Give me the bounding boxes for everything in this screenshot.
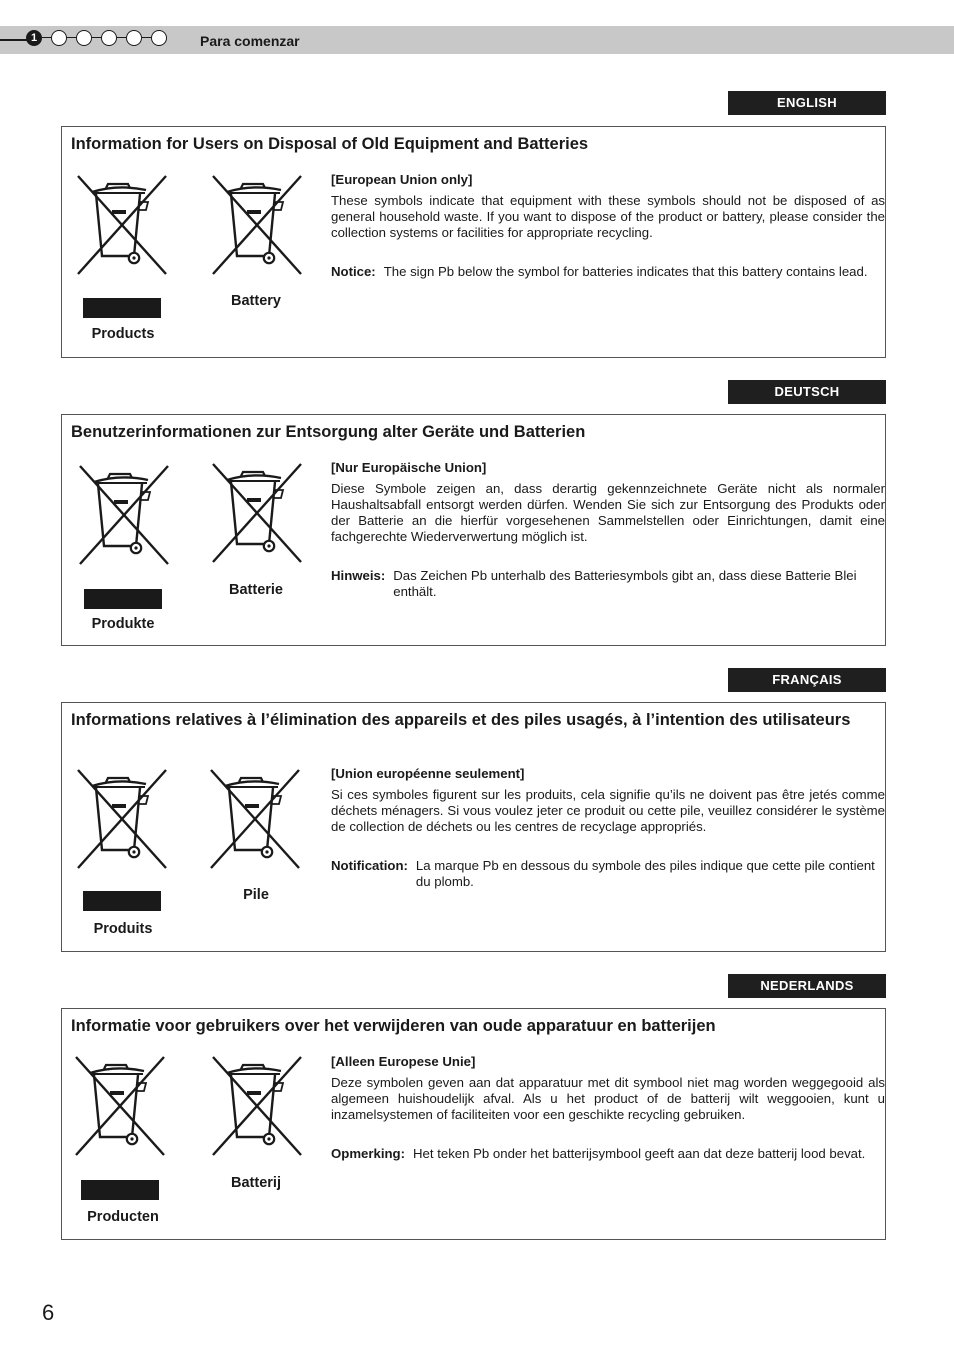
step-circle-2 — [51, 30, 67, 46]
notice-row — [331, 568, 885, 600]
crossed-bin-products-icon — [70, 1055, 170, 1159]
notice-text: Das Zeichen Pb unterhalb des Batteriesymbols gibt an, dass diese Batterie Blei enthält. — [393, 568, 857, 599]
body-paragraph: Si ces symboles figurent sur les produits, cela signifie qu’ils ne doivent pas être jetés comme déchets ménagers. Si vous voulez jeter ce produit ou cette pile, veuillez considérer le système de collection de déchets ou les centres de recyclage appropriés. — [331, 787, 885, 834]
products-label: Products — [91, 326, 155, 342]
language-tab-english: ENGLISH — [728, 91, 886, 115]
battery-label: Pile — [243, 887, 269, 903]
section-text — [331, 766, 885, 890]
section-heading: Informatie voor gebruikers over het verwijderen van oude apparatuur en batterijen — [71, 1017, 716, 1035]
products-label: Produkte — [91, 616, 155, 632]
crossed-bin-products-icon — [74, 464, 174, 568]
section-text — [331, 460, 885, 600]
disposal-notice-nederlands — [61, 1008, 886, 1240]
notice-label: Notification: — [331, 858, 408, 873]
section-text — [331, 1054, 885, 1162]
disposal-notice-deutsch — [61, 414, 886, 646]
body-paragraph: Deze symbolen geven aan dat apparatuur met dit symbool niet mag worden weggegooid als algemeen huishoudelijk afval. Als u het product of de batterij wilt weggooien, kunt u inzamelsystemen of faciliteiten voor een geschikte recycling gebruiken. — [331, 1075, 885, 1122]
region-subhead: [Union européenne seulement] — [331, 766, 525, 781]
chapter-header-bar — [0, 26, 954, 54]
section-text — [331, 172, 885, 280]
language-tab-nederlands: NEDERLANDS — [728, 974, 886, 998]
step-circle-1: 1 — [26, 30, 42, 46]
body-paragraph: These symbols indicate that equipment with these symbols should not be disposed of as general household waste. If you want to dispose of the product or battery, please consider the collection systems or facilities for appropriate recycling. — [331, 193, 885, 240]
chapter-title: Para comenzar — [200, 33, 300, 49]
black-bar-products — [81, 1180, 159, 1200]
page-number: 6 — [42, 1300, 55, 1325]
crossed-bin-battery-icon — [207, 1055, 307, 1159]
section-heading: Benutzerinformationen zur Entsorgung alter Geräte und Batterien — [71, 423, 586, 441]
region-subhead: [European Union only] — [331, 172, 473, 187]
section-heading: Informations relatives à l’élimination des appareils et des piles usagés, à l’intention des utilisateurs — [71, 711, 851, 729]
notice-row — [331, 1146, 885, 1162]
battery-label: Batterie — [229, 582, 283, 598]
notice-text: The sign Pb below the symbol for batteries indicates that this battery contains lead. — [383, 264, 868, 279]
crossed-bin-battery-icon — [207, 174, 307, 278]
crossed-bin-battery-icon — [205, 768, 305, 872]
language-tab-deutsch: DEUTSCH — [728, 380, 886, 404]
step-circle-3 — [76, 30, 92, 46]
step-indicator — [26, 30, 176, 46]
notice-label: Notice: — [331, 264, 376, 279]
black-bar-products — [84, 589, 162, 609]
crossed-bin-battery-icon — [207, 462, 307, 566]
crossed-bin-products-icon — [72, 768, 172, 872]
notice-label: Hinweis: — [331, 568, 386, 583]
disposal-notice-english — [61, 126, 886, 358]
battery-label: Batterij — [231, 1175, 281, 1191]
notice-text: La marque Pb en dessous du symbole des piles indique que cette pile contient du plomb. — [415, 858, 875, 889]
region-subhead: [Nur Europäische Union] — [331, 460, 487, 475]
language-tab-francais: FRANÇAIS — [728, 668, 886, 692]
notice-row — [331, 264, 885, 280]
body-paragraph: Diese Symbole zeigen an, dass derartig gekennzeichnete Geräte nicht als normaler Haushaltsabfall entsorgt werden dürfen. Wenden Sie sich zur Entsorgung des Produkts oder der Batterie an die hierfür vorgesehenen Sammelstellen oder Einrichtungen, damit eine fachgerechte Wiederverwertung möglich ist. — [331, 481, 885, 544]
section-heading: Information for Users on Disposal of Old Equipment and Batteries — [71, 135, 589, 153]
notice-label: Opmerking: — [331, 1146, 406, 1161]
notice-row — [331, 858, 885, 890]
step-circle-5 — [126, 30, 142, 46]
step-circle-4 — [101, 30, 117, 46]
notice-text: Het teken Pb onder het batterijsymbool geeft aan dat deze batterij lood bevat. — [413, 1146, 866, 1161]
crossed-bin-products-icon — [72, 174, 172, 278]
battery-label: Battery — [231, 293, 281, 309]
products-label: Producten — [87, 1209, 159, 1225]
black-bar-products — [83, 298, 161, 318]
disposal-notice-francais — [61, 702, 886, 952]
products-label: Produits — [93, 921, 153, 937]
region-subhead: [Alleen Europese Unie] — [331, 1054, 476, 1069]
step-circle-6 — [151, 30, 167, 46]
black-bar-products — [83, 891, 161, 911]
